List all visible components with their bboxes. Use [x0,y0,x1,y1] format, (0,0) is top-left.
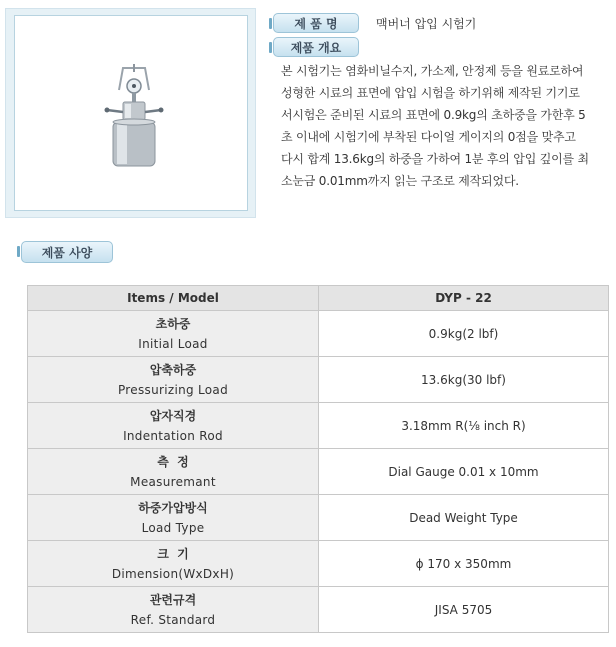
spec-value: JISA 5705 [319,587,609,633]
spec-key [28,449,319,495]
spec-key-en: Indentation Rod [123,428,223,443]
indentation-tester-image [99,62,169,172]
product-overview-text [281,60,607,192]
product-photo [14,15,248,211]
spec-key [28,541,319,587]
header-model: DYP - 22 [319,286,609,311]
overview-line: 본 시험기는 염화비닐수지, 가소제, 안정제 등을 원료로하여 [281,64,584,78]
product-name-label: 제 품 명 [273,13,359,33]
overview-line: 소눈금 0.01mm까지 읽는 구조로 제작되었다. [281,174,519,188]
spec-table [27,285,609,633]
spec-value: 0.9kg(2 lbf) [319,311,609,357]
spec-key-ko: 크 기 [157,546,189,561]
spec-value: Dial Gauge 0.01 x 10mm [319,449,609,495]
spec-key-ko: 압축하중 [149,362,197,377]
table-row [28,403,609,449]
table-row [28,449,609,495]
table-row [28,311,609,357]
spec-key-ko: 초하중 [155,316,191,331]
spec-key-ko: 압자직경 [149,408,197,423]
spec-key-ko: 측 정 [157,454,189,469]
spec-key [28,495,319,541]
product-photo-frame [5,8,256,218]
product-overview-label: 제품 개요 [273,37,359,57]
table-row [28,587,609,633]
table-row [28,541,609,587]
spec-key-en: Ref. Standard [130,612,216,627]
table-row [28,495,609,541]
overview-line: 서시험은 준비된 시료의 표면에 0.9kg의 초하중을 가한후 5 [281,108,586,122]
product-spec-label: 제품 사양 [21,241,113,263]
spec-value: 13.6kg(30 lbf) [319,357,609,403]
spec-value: 3.18mm R(⅛ inch R) [319,403,609,449]
table-row [28,357,609,403]
overview-line: 초 이내에 시험기에 부착된 다이얼 게이지의 0점을 맞추고 [281,130,576,144]
spec-key [28,587,319,633]
spec-key [28,357,319,403]
spec-key-ko: 관련규격 [149,592,197,607]
spec-key-ko: 하중가압방식 [138,500,208,515]
overview-line: 다시 합계 13.6kg의 하중을 가하여 1분 후의 압입 깊이를 최 [281,152,589,166]
spec-key-en: Load Type [141,520,205,535]
overview-line: 성형한 시료의 표면에 압입 시험을 하기위해 제작된 기기로 [281,86,580,100]
product-name-value: 맥버너 압입 시험기 [376,17,477,31]
spec-key [28,311,319,357]
header-items: Items / Model [28,286,319,311]
spec-value: ϕ 170 x 350mm [319,541,609,587]
spec-table-header [28,286,609,311]
spec-key-en: Pressurizing Load [117,382,228,397]
spec-value: Dead Weight Type [319,495,609,541]
spec-key [28,403,319,449]
spec-key-en: Measuremant [130,474,216,489]
spec-key-en: Dimension(WxDxH) [111,566,235,581]
spec-key-en: Initial Load [138,336,208,351]
